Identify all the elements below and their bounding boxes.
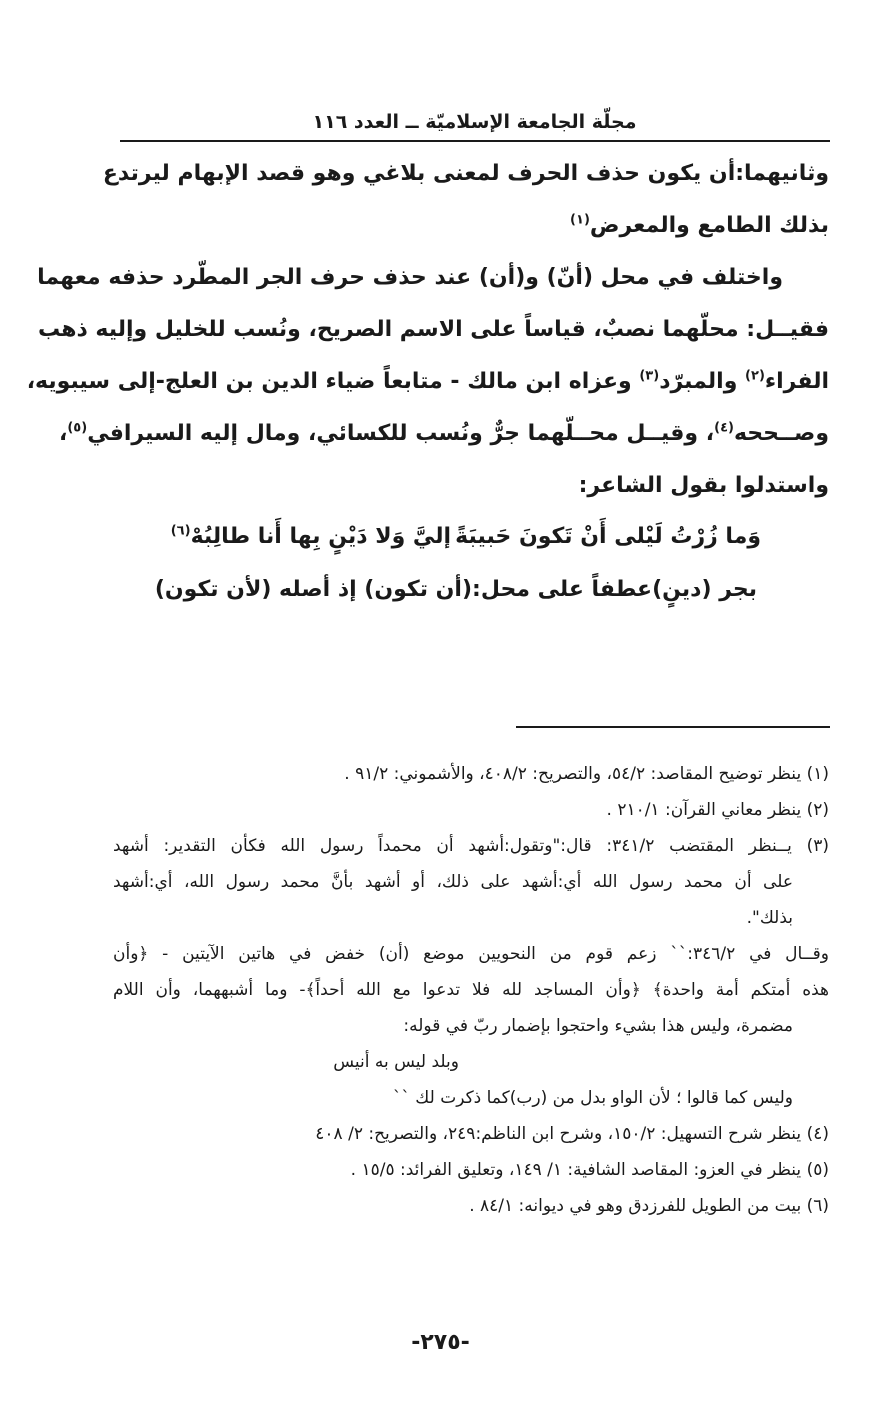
body-line-5-start: الفراء <box>764 369 829 394</box>
verse-hemistich-1: وَما زُرْتُ لَيْلى أَنْ تَكونَ حَبيبَةً <box>455 524 761 549</box>
body-line-2 <box>113 200 829 252</box>
poetry-verse <box>141 510 761 564</box>
footnote-3-line-7: وليس كما قالوا ؛ لأن الواو بدل من (رب)كما ذكرت لك `` <box>392 1088 793 1108</box>
body-line-4: فقيــل: محلّهما نصبٌ، قياساً على الاسم الصريح، ونُسب للخليل وإليه ذهب <box>37 317 829 342</box>
body-line-7: واستدلوا بقول الشاعر: <box>578 473 829 498</box>
verse-explanation: بجر (دينٍ)عطفاً على محل:(أن تكون) إذ أصله (لأن تكون) <box>154 577 757 602</box>
page-number: -٢٧٥- <box>411 1330 470 1355</box>
footnote-separator <box>516 726 830 728</box>
footnote-3-line-5: هذه أمتكم أمة واحدة﴾ ﴿وأن المساجد لله فلا تدعوا مع الله أحداً﴾- وما أشبههما، وأن اللام <box>113 980 829 1000</box>
footnote-1: (١) ينظر توضيح المقاصد: ٥٤/٢، والتصريح: ٤٠٨/٢، والأشموني: ٩١/٢ . <box>344 764 829 784</box>
footnote-marker-1: (١) <box>570 212 590 228</box>
footnote-3-poem: وبلد ليس به أنيس <box>333 1052 459 1072</box>
footnote-marker-2: (٢) <box>745 368 765 384</box>
body-line-6-end: ، <box>58 421 68 446</box>
footnote-marker-6: (٦) <box>170 523 191 539</box>
footnote-marker-4: (٤) <box>714 420 734 436</box>
body-line-5-mid: والمبرّد <box>659 369 738 394</box>
body-line-5-end: وعزاه ابن مالك - متابعاً ضياء الدين بن العلج-إلى سيبويه، <box>26 369 632 394</box>
body-line-2-text: بذلك الطامع والمعرض <box>589 213 829 238</box>
verse-hemistich-2-text: إليَّ وَلا دَيْنٍ بِها أَنا طالِبُهْ <box>190 524 451 549</box>
footnote-3-line-3: بذلك". <box>746 908 793 928</box>
footnote-marker-5: (٥) <box>67 420 88 436</box>
footnote-marker-3: (٣) <box>639 368 660 384</box>
verse-hemistich-2 <box>171 510 451 564</box>
footnote-5: (٥) ينظر في العزو: المقاصد الشافية: ١/ ١٤٩، وتعليق الفرائد: ١٥/٥ . <box>350 1160 829 1180</box>
running-head: مجلّة الجامعة الإسلاميّة ــ العدد ١١٦ <box>312 111 637 133</box>
body-line-1: وثانيهما:أن يكون حذف الحرف لمعنى بلاغي وهو قصد الإبهام ليرتدع <box>102 161 829 186</box>
footnote-2: (٢) ينظر معاني القرآن: ٢١٠/١ . <box>606 800 829 820</box>
body-line-6-mid: ، وقيــل محــلّهما جرٌّ ونُسب للكسائي، ومال إليه السيرافي <box>87 421 715 446</box>
footnote-3-line-6: مضمرة، وليس هذا بشيء واحتجوا بإضمار ربّ في قوله: <box>403 1016 793 1036</box>
footnote-3-line-1: (٣) يــنظر المقتضب ٣٤١/٢: قال:"وتقول:أشهد أن محمداً رسول الله فكأن التقدير: أشهد <box>113 836 829 856</box>
footnote-3-line-2: على أن محمد رسول الله أي:أشهد على ذلك، أو أشهد بأنَّ محمد رسول الله، أي:أشهد <box>113 872 793 892</box>
header-rule <box>120 140 830 142</box>
body-line-6 <box>58 408 829 460</box>
body-line-3: واختلف في محل (أنّ) و(أن) عند حذف حرف الجر المطّرد حذفه معهما <box>37 265 783 290</box>
main-text <box>26 148 829 512</box>
body-line-5 <box>26 356 829 408</box>
footnote-4: (٤) ينظر شرح التسهيل: ١٥٠/٢، وشرح ابن الناظم:٢٤٩، والتصريح: ٢/ ٤٠٨ <box>315 1124 829 1144</box>
footnote-3-line-4: وقــال في ٣٤٦/٢:`` زعم قوم من النحويين موضع (أن) خفض في هاتين الآيتين - ﴿وأن <box>113 944 829 964</box>
footnotes <box>113 756 829 1224</box>
footnote-6: (٦) بيت من الطويل للفرزدق وهو في ديوانه: ٨٤/١ . <box>469 1196 829 1216</box>
body-line-6-start: وصــححه <box>733 421 829 446</box>
